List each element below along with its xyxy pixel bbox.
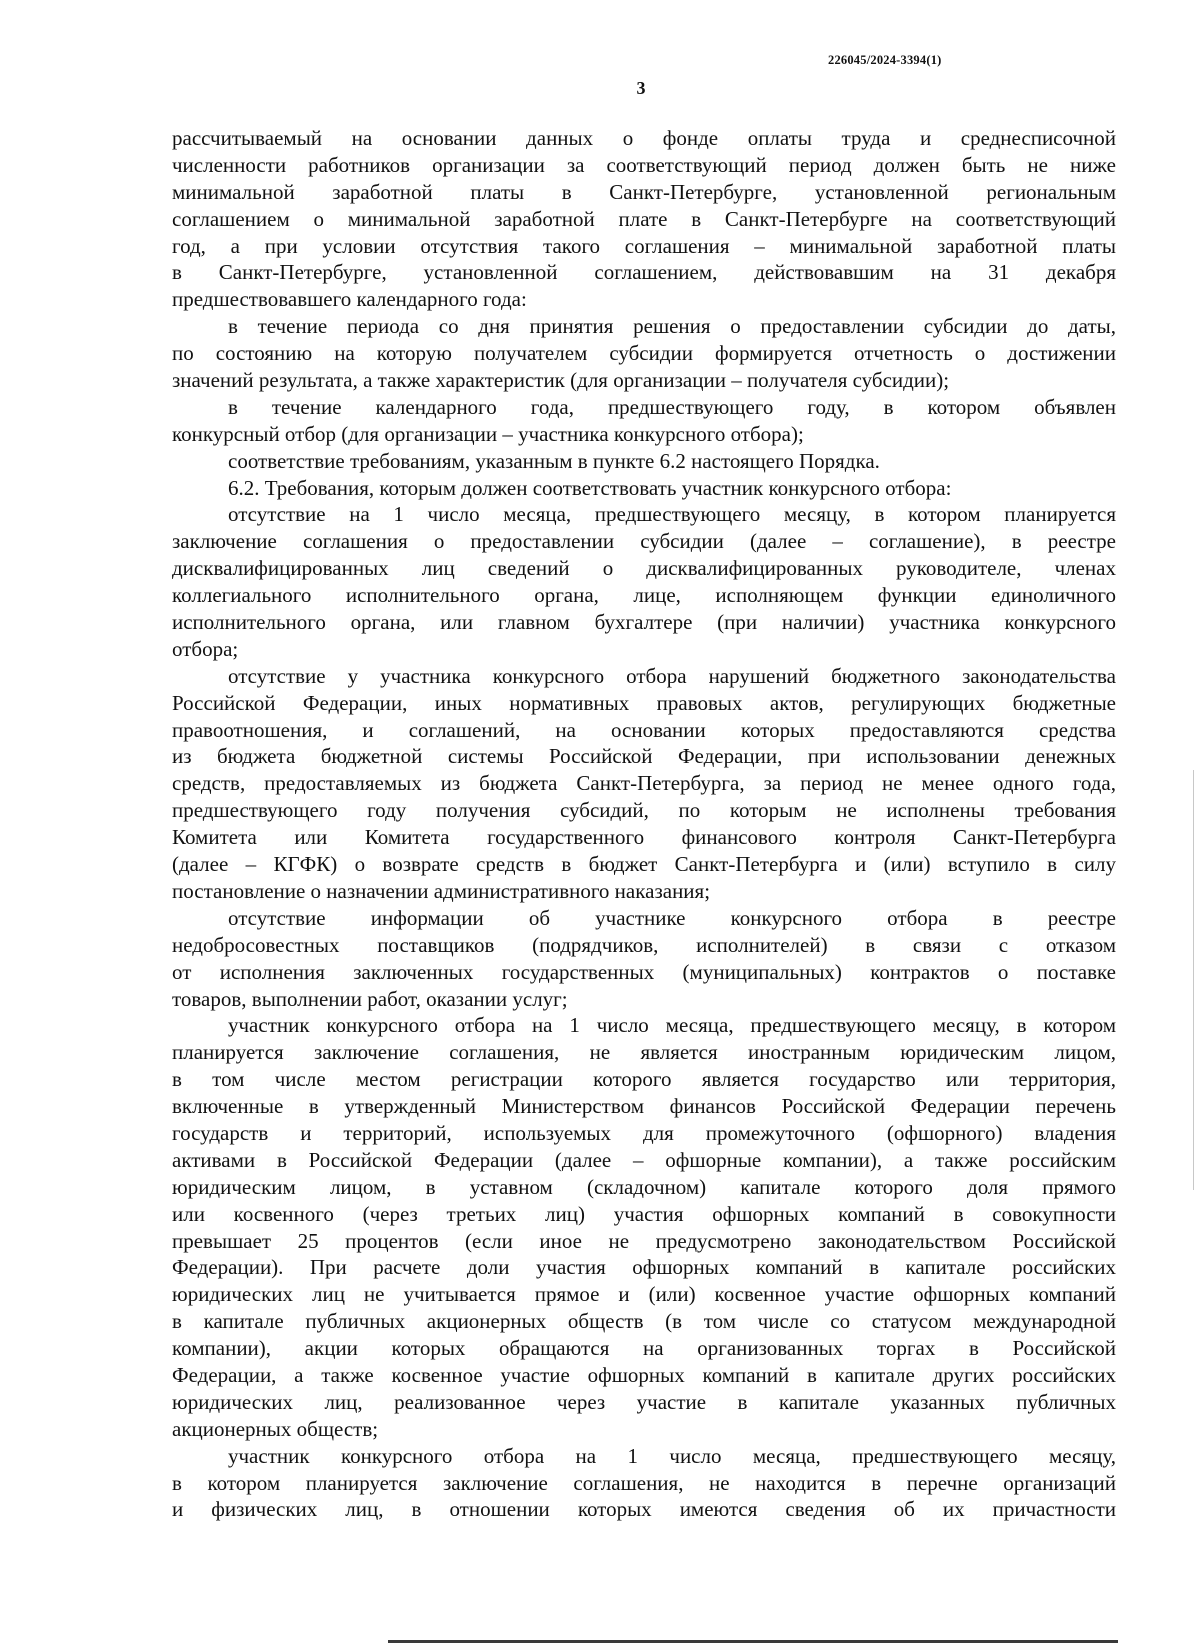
text-line: исполнительного органа, или главном бухгалтере (при наличии) участника конкурсного: [172, 610, 1116, 635]
text-line: рассчитываемый на основании данных о фонде оплаты труда и среднесписочной: [172, 126, 1116, 150]
text-line: Российской Федерации, иных нормативных правовых актов, регулирующих бюджетные: [172, 690, 1116, 715]
text-line: Комитета или Комитета государственного финансового контроля Санкт-Петербурга: [172, 825, 1116, 850]
text-line: отсутствие на 1 число месяца, предшествующего месяцу, в котором планируется: [228, 502, 1116, 527]
text-line: недобросовестных поставщиков (подрядчиков, исполнителей) в связи с отказом: [172, 932, 1116, 957]
text-line: государств и территорий, используемых для промежуточного (офшорного) владения: [172, 1120, 1116, 1145]
text-line: значений результата, а также характеристик (для организации – получателя субсидии);: [172, 368, 950, 393]
text-line: в Санкт-Петербурге, установленной соглашением, действовавшим на 31 декабря: [172, 260, 1116, 285]
text-line: соглашением о минимальной заработной плате в Санкт-Петербурге на соответствующий: [172, 206, 1116, 231]
text-line: в течение календарного года, предшествующего году, в котором объявлен: [228, 394, 1116, 419]
text-line: Федерации). При расчете доли участия офшорных компаний в капитале российских: [172, 1255, 1116, 1280]
text-line: отсутствие у участника конкурсного отбора нарушений бюджетного законодательства: [228, 663, 1116, 688]
text-line: дисквалифицированных лиц сведений о дисквалифицированных руководителе, членах: [172, 556, 1116, 581]
text-line: отсутствие информации об участнике конкурсного отбора в реестре: [228, 905, 1116, 930]
text-line: минимальной заработной платы в Санкт-Петербурге, установленной региональным: [172, 179, 1116, 204]
text-line: правоотношения, и соглашений, на основании которых предоставляются средства: [172, 717, 1116, 742]
text-line: в том числе местом регистрации которого является государство или территория,: [172, 1067, 1116, 1092]
text-line: постановление о назначении административного наказания;: [172, 878, 711, 903]
text-line: или косвенного (через третьих лиц) участия офшорных компаний в совокупности: [172, 1201, 1116, 1226]
text-line: год, а при условии отсутствия такого соглашения – минимальной заработной платы: [172, 233, 1116, 258]
page-number: 3: [636, 78, 646, 98]
text-line: из бюджета бюджетной системы Российской Федерации, при использовании денежных: [172, 744, 1116, 769]
text-line: превышает 25 процентов (если иное не предусмотрено законодательством Российской: [172, 1228, 1116, 1253]
text-line: по состоянию на которую получателем субсидии формируется отчетность о достижении: [172, 341, 1116, 366]
text-line: Федерации, а также косвенное участие офшорных компаний в капитале других российских: [172, 1362, 1116, 1387]
text-line: юридических лиц, реализованное через участие в капитале указанных публичных: [172, 1389, 1116, 1414]
text-line: средств, предоставляемых из бюджета Санкт-Петербурга, за период не менее одного года,: [172, 771, 1116, 796]
text-line: 6.2. Требования, которым должен соответствовать участник конкурсного отбора:: [228, 475, 952, 500]
text-line: и физических лиц, в отношении которых имеются сведения об их причастности: [172, 1497, 1116, 1522]
text-line: коллегиального исполнительного органа, лице, исполняющем функции единоличного: [172, 583, 1116, 608]
text-line: юридических лиц не учитывается прямое и (или) косвенное участие офшорных компаний: [172, 1282, 1116, 1307]
text-line: планируется заключение соглашения, не является иностранным юридическим лицом,: [172, 1040, 1116, 1065]
text-line: товаров, выполнении работ, оказании услуг;: [172, 986, 568, 1011]
text-line: численности работников организации за соответствующий период должен быть не ниже: [172, 152, 1116, 177]
document-registration-number: 226045/2024-3394(1): [828, 53, 942, 67]
text-line: в котором планируется заключение соглашения, не находится в перечне организаций: [172, 1470, 1116, 1495]
text-line: в течение периода со дня принятия решения о предоставлении субсидии до даты,: [228, 314, 1116, 339]
scan-edge-artifact: [1193, 770, 1194, 1190]
document-body: [172, 125, 1116, 1523]
text-line: включенные в утвержденный Министерством финансов Российской Федерации перечень: [172, 1094, 1116, 1119]
text-line: участник конкурсного отбора на 1 число месяца, предшествующего месяцу, в котором: [228, 1013, 1116, 1038]
text-line: компании), акции которых обращаются на организованных торгах в Российской: [172, 1336, 1116, 1361]
text-line: участник конкурсного отбора на 1 число месяца, предшествующего месяцу,: [228, 1443, 1116, 1468]
scan-bottom-artifact: [388, 1640, 1118, 1643]
text-line: от исполнения заключенных государственных (муниципальных) контрактов о поставке: [172, 959, 1116, 984]
text-line: юридическим лицом, в уставном (складочном) капитале которого доля прямого: [172, 1174, 1116, 1199]
text-line: акционерных обществ;: [172, 1416, 379, 1441]
text-line: предшествовавшего календарного года:: [172, 287, 527, 312]
text-line: отбора;: [172, 636, 239, 661]
text-line: конкурсный отбор (для организации – участника конкурсного отбора);: [172, 421, 804, 446]
text-line: активами в Российской Федерации (далее – офшорные компании), а также российским: [172, 1147, 1116, 1172]
text-line: в капитале публичных акционерных обществ (в том числе со статусом международной: [172, 1309, 1116, 1334]
text-line: предшествующего году получения субсидий, по которым не исполнены требования: [172, 798, 1116, 823]
text-line: заключение соглашения о предоставлении субсидии (далее – соглашение), в реестре: [172, 529, 1116, 554]
text-line: (далее – КГФК) о возврате средств в бюджет Санкт-Петербурга и (или) вступило в силу: [172, 852, 1116, 877]
text-line: соответствие требованиям, указанным в пункте 6.2 настоящего Порядка.: [228, 448, 880, 473]
